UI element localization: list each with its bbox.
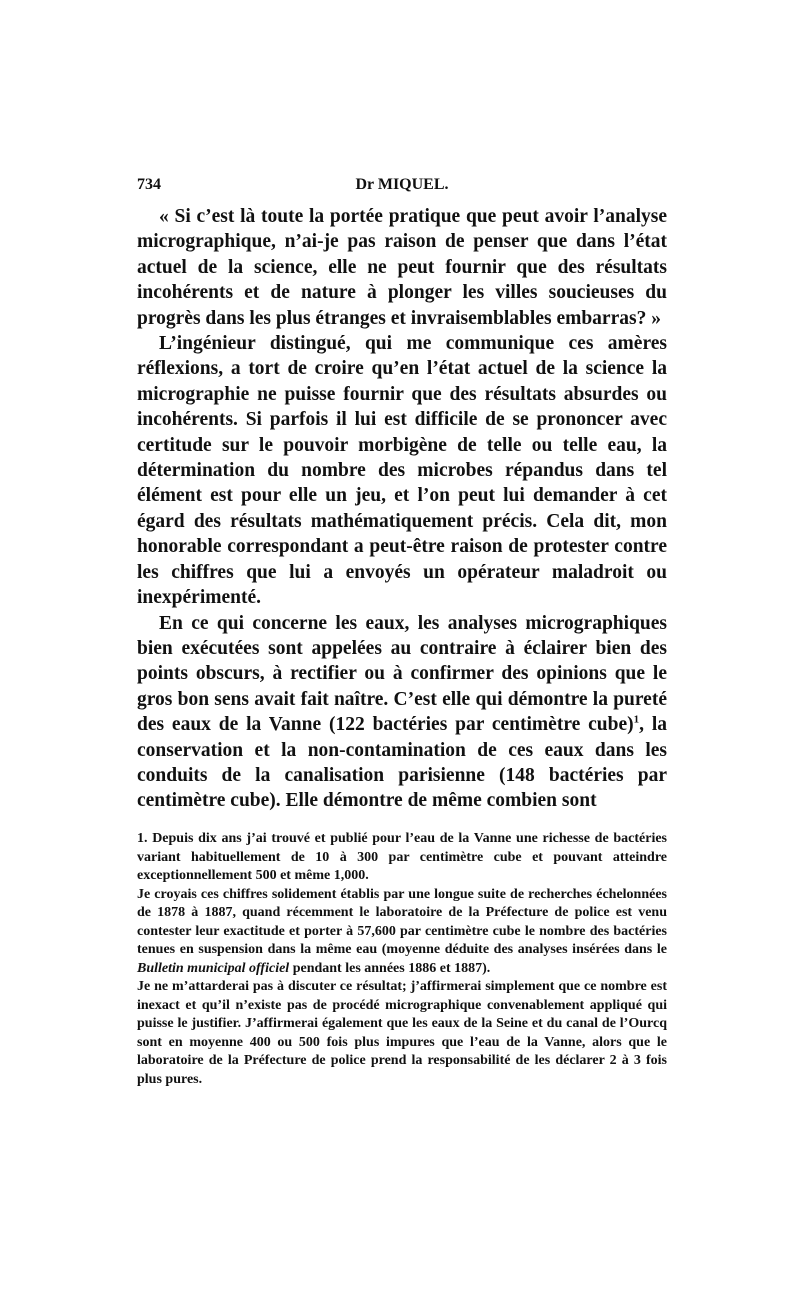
paragraph-quote: « Si c’est là toute la portée pratique que peut avoir l’analyse micrographique, n’ai-je pas raison de penser que dans l’état actuel de la science, elle ne peut fournir que des résultats incohérents et de nature à plonger les villes soucieuses du progrès dans les plus étranges et invraisemblables embarras? » [137,206,667,329]
footnotes [137,830,667,1089]
main-text [137,204,667,814]
footnote-2 [137,886,667,979]
bulletin-title: Bulletin municipal officiel [137,960,290,976]
footnote-ref: 1 [633,713,640,726]
paragraph-waters-part1: En ce qui concerne les eaux, les analyses micrographiques bien exécutées sont appelées au contraire à éclairer bien des points obscurs, à rectifier ou à confirmer des opinions que le gros bon sens avait fait naître. C’est elle qui démontre la pureté des eaux de la Vanne (122 bactéries par centimètre cube) [137,612,667,736]
page-number: 734 [137,176,161,193]
running-header [137,176,667,202]
footnote-2-part1: Je croyais ces chiffres solidement établis par une longue suite de recherches échelonnées de 1878 à 1887, quand récemment le laboratoire de la Préfecture de police est venu contester leur exactitude et porter à 57,600 par centimètre cube le nombre des bactéries tenues en suspension dans la même eau (moyenne déduite des analyses insérées dans le [137,886,667,957]
author-heading: Dr MIQUEL. [355,176,449,193]
paragraph-waters [137,611,667,814]
paragraph-reply: L’ingénieur distingué, qui me communique ces amères réflexions, a tort de croire qu’en l’état actuel de la science la micrographie ne puisse fournir que des résultats absurdes ou incohérents. Si parfois il lui est difficile de se prononcer avec certitude sur le pouvoir morbigène de telle ou telle eau, la détermination du nombre des microbes répandus dans tel élément est pour elle un jeu, et l’on peut lui demander à cet égard des résultats mathématiquement précis. Cela dit, mon honorable correspondant a peut-être raison de protester contre les chiffres que lui a envoyés un opérateur maladroit ou inexpérimenté. [137,333,667,609]
footnote-1: 1. Depuis dix ans j’ai trouvé et publié pour l’eau de la Vanne une richesse de bactéries variant habituellement de 10 à 300 par centimètre cube et pouvant atteindre exceptionnellement 500 et même 1,000. [137,831,667,883]
footnote-2-part2: pendant les années 1886 et 1887). [289,960,491,976]
paragraph-waters-part2: , la conservation et la non-contamination de ces eaux dans les conduits de la canalisation parisienne (148 bactéries par centimètre cube). Elle démontre de même combien sont [137,714,667,812]
footnote-3: Je ne m’attarderai pas à discuter ce résultat; j’affirmerai simplement que ce nombre est inexact et qu’il n’existe pas de procédé micrographique convenablement appliqué qui puisse le justifier. J’affirmerai également que les eaux de la Seine et du canal de l’Ourcq sont en moyenne 400 ou 500 fois plus impures que l’eau de la Vanne, alors que le laboratoire de la Préfecture de police prend la responsabilité de les déclarer 2 à 3 fois plus pures. [137,979,667,1087]
